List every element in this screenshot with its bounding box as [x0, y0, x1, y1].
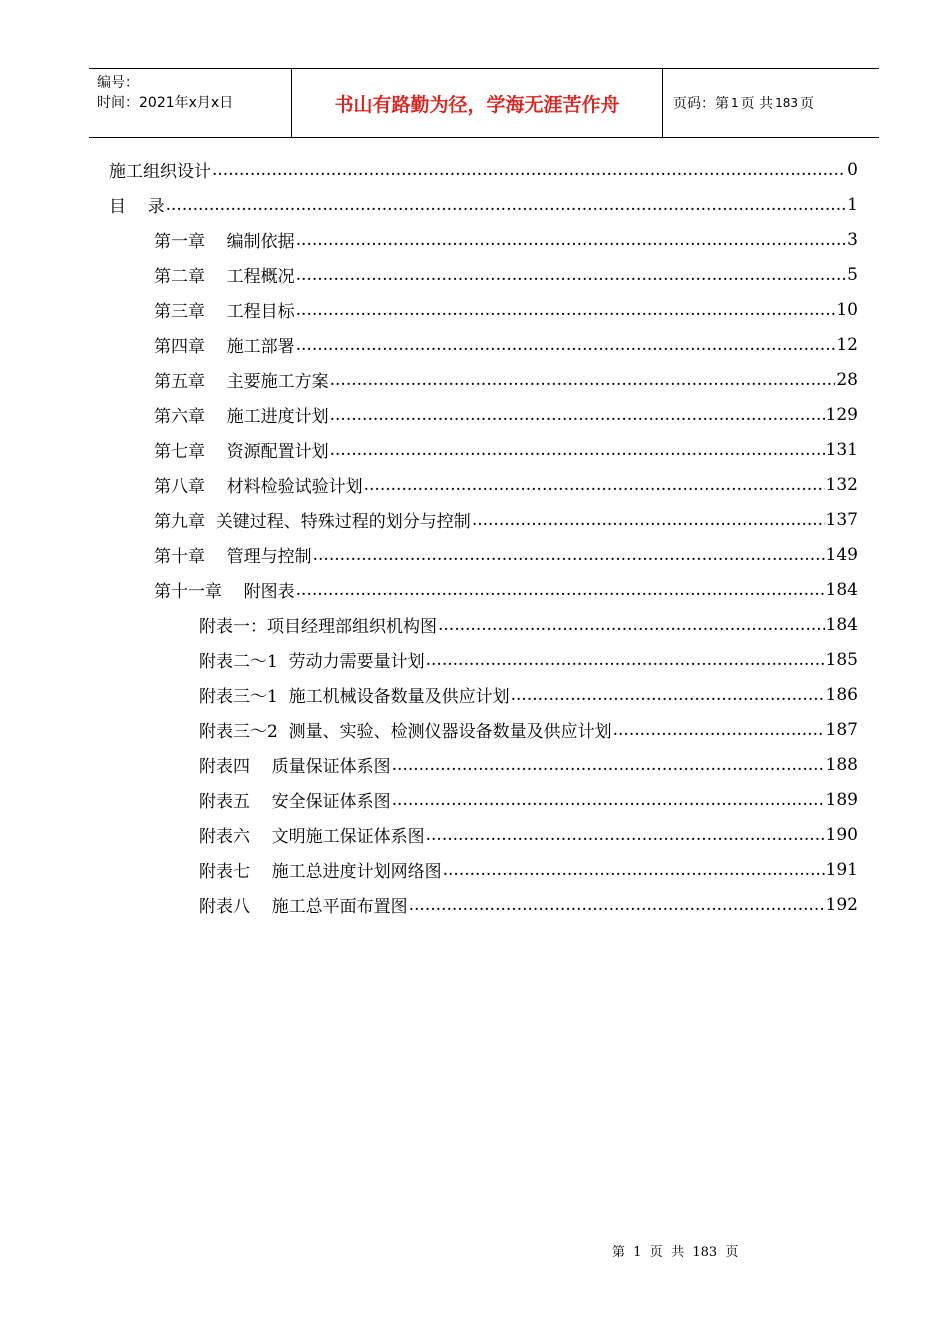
toc-entry-page: 3 [847, 229, 858, 250]
toc-entry-page: 129 [825, 404, 858, 425]
toc-leader-dots [613, 720, 825, 740]
toc-entry-page: 185 [825, 649, 858, 670]
toc-entry-label: 第十章 管理与控制 [154, 547, 312, 567]
header-page-info [663, 69, 879, 137]
toc-entry-label: 第八章 材料检验试验计划 [154, 477, 363, 497]
toc-entry[interactable] [154, 362, 858, 397]
page-prefix: 页码：第 [673, 96, 729, 112]
toc-leader-dots [313, 545, 825, 565]
toc-leader-dots [409, 895, 825, 915]
toc-entry-label: 第七章 资源配置计划 [154, 442, 329, 462]
toc-entry-label: 第二章 工程概况 [154, 267, 295, 287]
toc-leader-dots [426, 825, 825, 845]
toc-entry-label: 附表三～2 测量、实验、检测仪器设备数量及供应计划 [199, 722, 612, 742]
toc-entry[interactable] [154, 432, 858, 467]
toc-leader-dots [392, 790, 825, 810]
toc-entry[interactable] [199, 747, 858, 782]
toc-entry[interactable] [199, 712, 858, 747]
toc-leader-dots [296, 300, 836, 320]
toc-leader-dots [296, 265, 847, 285]
toc-entry[interactable] [199, 817, 858, 852]
toc-leader-dots [426, 650, 825, 670]
toc-entry[interactable] [154, 292, 858, 327]
toc-entry-page: 190 [825, 824, 858, 845]
page-suffix: 页 [800, 96, 814, 112]
toc-entry[interactable] [154, 502, 858, 537]
toc-entry-page: 10 [836, 299, 858, 320]
header-meta [89, 69, 291, 137]
toc-leader-dots [330, 405, 825, 425]
toc-leader-dots [472, 510, 825, 530]
toc-leader-dots [364, 475, 825, 495]
page-total: 183 [775, 96, 798, 110]
toc-entry[interactable] [199, 607, 858, 642]
toc-entry-page: 189 [825, 789, 858, 810]
toc-entry[interactable] [154, 397, 858, 432]
toc-entry-page: 131 [825, 439, 858, 460]
toc-entry[interactable] [154, 222, 858, 257]
header-motto: 书山有路勤为径，学海无涯苦作舟 [291, 69, 663, 137]
toc-entry[interactable] [199, 887, 858, 922]
toc-entry-label: 附表三～1 施工机械设备数量及供应计划 [199, 687, 510, 707]
toc-entry-label: 第三章 工程目标 [154, 302, 295, 322]
toc-entry[interactable] [199, 782, 858, 817]
toc-entry[interactable] [154, 327, 858, 362]
page-current: 1 [731, 96, 739, 110]
toc-entry-page: 192 [825, 894, 858, 915]
number-label: 编号： [97, 75, 139, 91]
toc-entry-label: 目 录 [109, 197, 165, 217]
toc-entry-page: 191 [825, 859, 858, 880]
time-label: 时间：2021年x月x日 [97, 95, 234, 111]
toc-leader-dots [330, 370, 836, 390]
toc-leader-dots [511, 685, 825, 705]
toc-leader-dots [438, 615, 825, 635]
page-mid: 页 共 [740, 96, 774, 112]
toc-entry-label: 第四章 施工部署 [154, 337, 295, 357]
toc-leader-dots [443, 860, 825, 880]
toc-entry-label: 附表七 施工总进度计划网络图 [199, 862, 442, 882]
toc-entry-label: 附表二～1 劳动力需要量计划 [199, 652, 425, 672]
toc-leader-dots [212, 160, 846, 180]
page-footer: 第 1 页 共 183 页 [612, 1245, 739, 1260]
toc-entry[interactable] [199, 677, 858, 712]
toc-entry[interactable] [154, 257, 858, 292]
document-header [89, 68, 879, 138]
toc-entry-label: 附表一：项目经理部组织机构图 [199, 617, 437, 637]
toc-leader-dots [296, 335, 836, 355]
toc-entry-page: 5 [847, 264, 858, 285]
toc-entry-page: 137 [825, 509, 858, 530]
toc-leader-dots [392, 755, 825, 775]
toc-entry-label: 第九章 关键过程、特殊过程的划分与控制 [154, 512, 471, 532]
toc-entry-page: 149 [825, 544, 858, 565]
toc-entry-label: 附表八 施工总平面布置图 [199, 897, 408, 917]
toc-entry-page: 28 [836, 369, 858, 390]
toc-entry-page: 1 [847, 194, 858, 215]
toc-entry[interactable] [154, 572, 858, 607]
toc-entry-page: 186 [825, 684, 858, 705]
toc-entry[interactable] [199, 852, 858, 887]
toc-leader-dots [166, 195, 847, 215]
toc-entry-label: 附表五 安全保证体系图 [199, 792, 391, 812]
toc-entry[interactable] [154, 537, 858, 572]
toc-entry-label: 第六章 施工进度计划 [154, 407, 329, 427]
toc-entry-label: 第一章 编制依据 [154, 232, 295, 252]
toc-entry-page: 0 [847, 159, 858, 180]
toc-entry-label: 附表六 文明施工保证体系图 [199, 827, 425, 847]
toc-entry[interactable] [109, 152, 858, 187]
toc-entry-label: 附表四 质量保证体系图 [199, 757, 391, 777]
toc-entry-page: 188 [825, 754, 858, 775]
toc-entry-page: 12 [836, 334, 858, 355]
toc-entry[interactable] [199, 642, 858, 677]
toc-entry-label: 第十一章 附图表 [154, 582, 295, 602]
toc-leader-dots [296, 230, 847, 250]
toc-entry-page: 132 [825, 474, 858, 495]
toc-entry[interactable] [154, 467, 858, 502]
toc-entry[interactable] [109, 187, 858, 222]
toc-entry-label: 第五章 主要施工方案 [154, 372, 329, 392]
toc-entry-page: 187 [825, 719, 858, 740]
toc-entry-label: 施工组织设计 [109, 162, 211, 182]
toc-entry-page: 184 [825, 614, 858, 635]
toc-leader-dots [296, 580, 825, 600]
toc-leader-dots [330, 440, 825, 460]
toc-entry-page: 184 [825, 579, 858, 600]
